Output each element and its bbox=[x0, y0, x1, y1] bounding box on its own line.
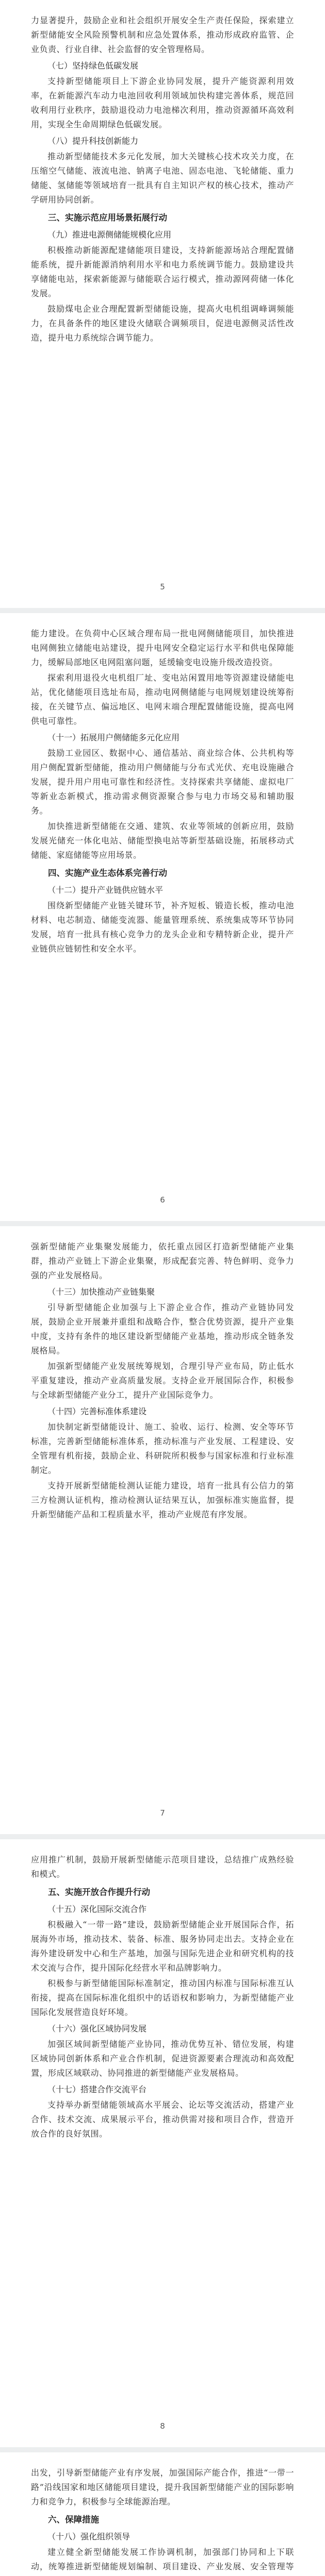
body-paragraph: 积极参与新型储能国际标准制定，推动国内标准与国际标准互认衔接，提高在国际标准化组织中的话语权和影响力，为新型储能产业国际化发展营造良好环境。 bbox=[31, 1978, 294, 2017]
body-paragraph: 力显著提升，鼓励企业和社会组织开展安全生产责任保险，探索建立新型储能安全风险预警机制和应急处置体系，推动形成政府监管、企业负责、行业自律、社会监督的安全管理格局。 bbox=[31, 15, 294, 54]
page-separator bbox=[0, 1834, 325, 1839]
body-paragraph: 积极推动新能源配建储能项目建设，支持新能源场站合理配置储能系统，提升新能源消纳利用水平和电力系统调节能力。鼓励建设共享储能电站，探索新能源与储能联合运行模式，推动源网荷储一体化发展。 bbox=[31, 245, 294, 298]
section-heading: 四、实施产业生态体系完善行动 bbox=[48, 868, 167, 878]
subsection-heading: （十五）深化国际交流合作 bbox=[47, 1904, 147, 1914]
subsection-heading: （七）坚持绿色低碳发展 bbox=[47, 61, 139, 71]
body-paragraph: 推动新型储能技术多元化发展，加大关键核心技术攻关力度，在压缩空气储能、液流电池、钠离子电池、固态电池、飞轮储能、重力储能、氢储能等领域培育一批具有自主知识产权的核心技术，推动产学研用协同创新。 bbox=[31, 151, 294, 205]
subsection-heading: （十三）加快推动产业链集聚 bbox=[47, 1287, 155, 1297]
page-number: 7 bbox=[160, 1808, 165, 1818]
page-number: 8 bbox=[160, 2421, 165, 2431]
subsection-heading: （八）提升科技创新能力 bbox=[47, 136, 139, 146]
subsection-heading: （十二）提升产业链供应链水平 bbox=[47, 885, 164, 895]
page-separator bbox=[0, 608, 325, 613]
body-paragraph: 应用推广机制，鼓励开展新型储能示范项目建设，总结推广成熟经验和模式。 bbox=[31, 1855, 294, 1879]
document-page bbox=[0, 613, 325, 1221]
subsection-heading: （十七）搭建合作交流平台 bbox=[47, 2084, 147, 2094]
page-body bbox=[31, 626, 294, 956]
body-paragraph: 加强区域间新型储能产业协同，推动优势互补、错位发展，构建区域协同创新体系和产业合作机制，促进资源要素合理流动和高效配置，形成区域联动、协同推进的新型储能产业发展格局。 bbox=[31, 2039, 294, 2078]
body-paragraph: 鼓励煤电企业合理配置新型储能设施，提高火电机组调峰调频能力，在具备条件的地区建设火储联合调频项目，促进电源侧灵活性改造，提升电力系统综合调节能力。 bbox=[31, 304, 294, 343]
body-paragraph: 强新型储能产业集聚发展能力，依托重点园区打造新型储能产业集群，推动产业链上下游企业集聚，形成配套完善、特色鲜明、竞争力强的产业发展格局。 bbox=[31, 1242, 294, 1280]
body-paragraph: 加快推进新型储能在交通、建筑、农业等领域的创新应用，鼓励发展光储充一体化电站、储能型换电站等新型基础设施，拓展移动式储能、家庭储能等应用场景。 bbox=[31, 821, 294, 860]
document-page bbox=[0, 2452, 325, 2576]
body-paragraph: 鼓励工业园区、数据中心、通信基站、商业综合体、公共机构等用户侧配置新型储能，推动用户侧储能与分布式光伏、充电设施融合发展，提升用户用电可靠性和经济性。支持探索共享储能、虚拟电厂等新业态新模式，推动需求侧资源聚合参与电力市场交易和辅助服务。 bbox=[31, 748, 294, 816]
body-paragraph: 加强新型储能产业发展统筹规划，合理引导产业布局，防止低水平重复建设，推动产业高质量发展。支持企业开展国际合作，积极参与全球新型储能产业分工，提升产业国际竞争力。 bbox=[31, 1361, 294, 1400]
page-number: 6 bbox=[160, 1195, 165, 1205]
page-body bbox=[31, 2466, 294, 2576]
document-page bbox=[0, 1839, 325, 2447]
page-separator bbox=[0, 1221, 325, 1226]
document-page bbox=[0, 1226, 325, 1834]
body-paragraph: 支持开展新型储能检测认证能力建设，培育一批具有公信力的第三方检测认证机构，推动检测认证结果互认，加强标准实施监督，提升新型储能产品和工程质量水平，推动产业规范有序发展。 bbox=[31, 1481, 294, 1519]
section-heading: 三、实施示范应用场景拓展行动 bbox=[48, 213, 167, 223]
body-paragraph: 引导新型储能企业加强与上下游企业合作，推动产业链协同发展，鼓励企业开展兼并重组和战略合作，整合优势资源，提升产业集中度，支持有条件的地区建设新型储能产业基地，推动形成全链条发展格局。 bbox=[31, 1302, 294, 1355]
page-separator bbox=[0, 2447, 325, 2452]
body-paragraph: 能力建设。在负荷中心区域合理布局一批电网侧储能项目，加快推进电网侧独立储能电站建设，提升电网安全稳定运行水平和供电保障能力，缓解局部地区电网阻塞问题，延缓输变电设施升级改造投资。 bbox=[31, 629, 294, 667]
section-heading: 六、保障措施 bbox=[48, 2515, 99, 2524]
page-body bbox=[31, 13, 294, 345]
subsection-heading: （九）推进电源侧储能规模化应用 bbox=[47, 230, 172, 240]
section-heading: 五、实施开放合作提升行动 bbox=[48, 1887, 150, 1897]
document-page bbox=[0, 0, 325, 608]
body-paragraph: 积极融入“一带一路”建设，鼓励新型储能企业开展国际合作，拓展海外市场，推动技术、装备、标准、服务协同走出去。支持企业在海外建设研发中心和生产基地，加强与国际先进企业和研究机构的技术交流与合作，提升国际化经营水平和品牌影响力。 bbox=[31, 1920, 294, 1973]
page-body bbox=[31, 1240, 294, 1522]
body-paragraph: 出发，引导新型储能产业有序发展，加强国际产能合作，推进“一带一路”沿线国家和地区储能项目建设，提升我国新型储能产业的国际影响力和竞争力，积极参与全球能源治理。 bbox=[31, 2468, 294, 2506]
body-paragraph: 支持举办新型储能领域高水平展会、论坛等交流活动，搭建产业合作、技术交流、成果展示平台，推动供需对接和项目合作，营造开放合作的良好氛围。 bbox=[31, 2100, 294, 2139]
subsection-heading: （十一）拓展用户侧储能多元化应用 bbox=[47, 733, 180, 742]
subsection-heading: （十六）强化区域协同发展 bbox=[47, 2024, 147, 2033]
page-body bbox=[31, 1853, 294, 2141]
body-paragraph: 围绕新型储能产业链关键环节，补齐短板、锻造长板，推动电池材料、电芯制造、储能变流器、能量管理系统、系统集成等环节协同发展，培育一批具有核心竞争力的龙头企业和专精特新企业，提升产业链供应链韧性和安全水平。 bbox=[31, 901, 294, 954]
body-paragraph: 支持新型储能项目上下游企业协同发展，提升产能资源利用效率，在新能源汽车动力电池回收利用领域加快构建完善体系，规范回收利用行业秩序，鼓励退役动力电池梯次利用，推动资源循环高效利用，实现全生命周期绿色低碳发展。 bbox=[31, 76, 294, 129]
subsection-heading: （十八）强化组织领导 bbox=[47, 2532, 131, 2541]
body-paragraph: 建立健全新型储能发展工作协调机制，加强部门协同和上下联动，统筹推进新型储能规划编制、项目建设、产业发展、安全管理等 bbox=[31, 2547, 294, 2571]
subsection-heading: （十四）完善标准体系建设 bbox=[47, 1406, 147, 1416]
body-paragraph: 探索利用退役火电机组厂址、变电站闲置用地等资源建设储能电站，优化储能项目选址布局，推动电网侧储能与电网规划建设统筹衔接，在关键节点、偏远地区、电网末端合理配置储能设施，提高电网供电可靠性。 bbox=[31, 673, 294, 726]
page-number: 5 bbox=[160, 582, 165, 591]
body-paragraph: 加快制定新型储能设计、施工、验收、运行、检测、安全等环节标准，完善新型储能标准体系，推动标准与产业发展、工程建设、安全管理有机衔接，鼓励企业、科研院所积极参与国家标准和行业标准制定。 bbox=[31, 1422, 294, 1475]
